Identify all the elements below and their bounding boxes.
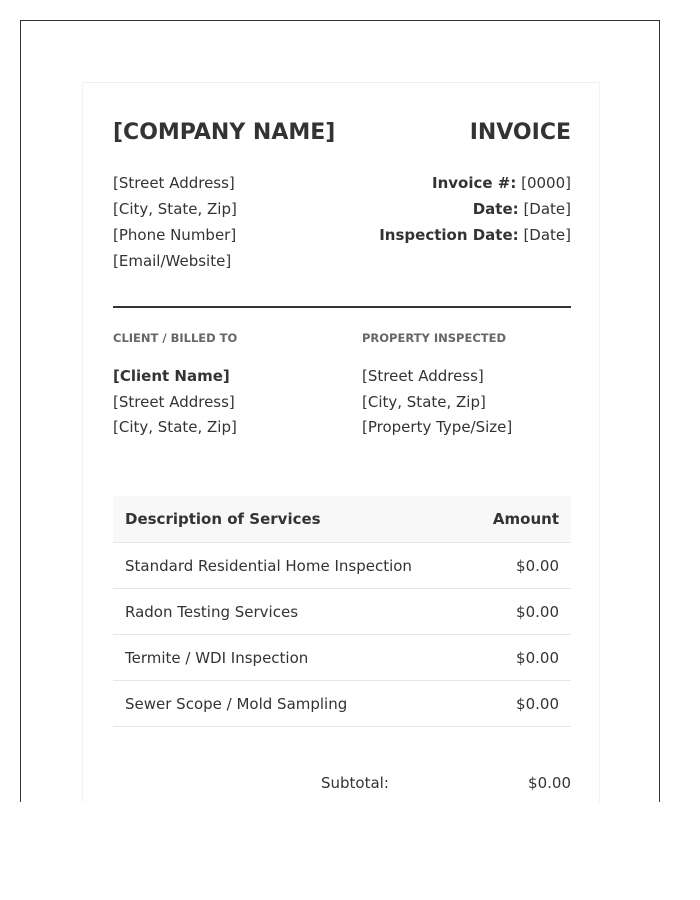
service-description: Sewer Scope / Mold Sampling — [125, 694, 348, 713]
property-heading: PROPERTY INSPECTED — [362, 331, 507, 345]
inspection-date-label: Inspection Date: — [379, 226, 519, 244]
client-name: [Client Name] — [113, 367, 230, 385]
invoice-meta — [379, 170, 571, 248]
invoice-number-label: Invoice #: — [431, 174, 517, 192]
subtotal-row — [113, 774, 571, 796]
service-amount: $0.00 — [516, 602, 559, 621]
inspection-date-value: [Date] — [523, 226, 571, 244]
property-type-size: [Property Type/Size] — [362, 418, 513, 436]
service-amount: $0.00 — [516, 556, 559, 575]
invoice-number-line — [379, 170, 571, 196]
property-details — [362, 364, 512, 441]
client-heading: CLIENT / BILLED TO — [113, 331, 238, 345]
company-email-website: [Email/Website] — [113, 252, 232, 270]
client-details — [113, 364, 237, 441]
company-phone: [Phone Number] — [113, 226, 237, 244]
service-amount: $0.00 — [516, 694, 559, 713]
table-row — [113, 635, 571, 681]
table-row — [113, 681, 571, 727]
client-street: [Street Address] — [113, 392, 235, 411]
invoice-sheet — [82, 82, 600, 802]
company-name: [COMPANY NAME] — [113, 120, 336, 145]
page-frame — [20, 20, 660, 802]
services-table-header — [113, 496, 571, 543]
table-row — [113, 543, 571, 589]
description-column-header: Description of Services — [125, 510, 321, 528]
header-divider — [113, 306, 571, 308]
amount-column-header: Amount — [492, 510, 559, 528]
inspection-date-line — [379, 222, 571, 248]
subtotal-value: $0.00 — [528, 774, 571, 792]
property-street: [Street Address] — [362, 367, 484, 385]
invoice-date-line — [379, 196, 571, 222]
table-row — [113, 589, 571, 635]
service-description: Standard Residential Home Inspection — [125, 556, 412, 575]
services-table — [113, 496, 571, 727]
invoice-number-value: [0000] — [521, 174, 571, 192]
service-description: Radon Testing Services — [125, 602, 299, 621]
invoice-date-value: [Date] — [523, 200, 571, 218]
client-city-state-zip: [City, State, Zip] — [113, 418, 237, 436]
invoice-date-label: Date: — [472, 200, 519, 218]
service-amount: $0.00 — [516, 648, 559, 667]
company-address — [113, 170, 237, 274]
property-city-state-zip: [City, State, Zip] — [362, 392, 486, 411]
invoice-title: INVOICE — [469, 120, 571, 145]
company-city-state-zip: [City, State, Zip] — [113, 200, 237, 218]
subtotal-label: Subtotal: — [321, 774, 389, 792]
service-description: Termite / WDI Inspection — [125, 648, 309, 667]
company-street: [Street Address] — [113, 174, 235, 192]
